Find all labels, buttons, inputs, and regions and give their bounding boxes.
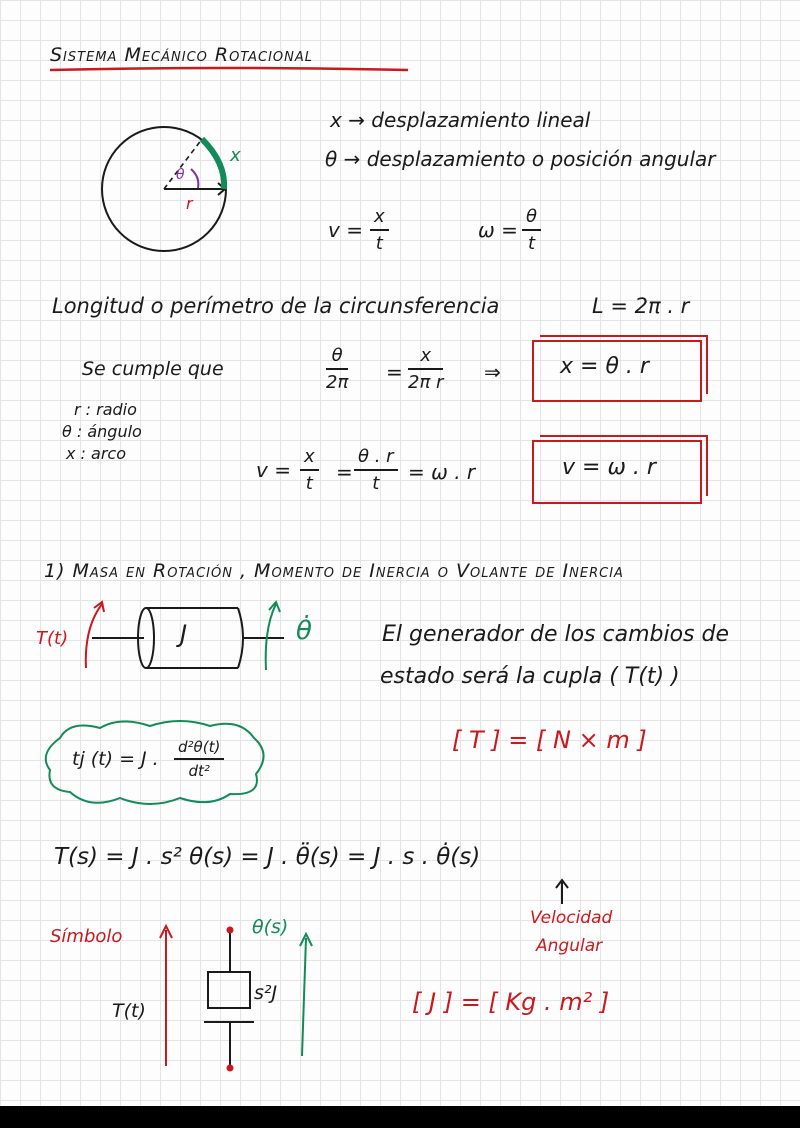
omega-label: θ̇	[296, 616, 312, 646]
cloud-fraction: $\frac{\text{d²θ(t)}}{\text{dt²}}$	[174, 738, 224, 780]
symbol-torque-label: T(t)	[112, 1000, 146, 1022]
w-fraction: $\frac{\theta}{t}$	[522, 206, 541, 254]
w-lhs: ω =	[478, 218, 518, 242]
inertia-label: J	[180, 620, 188, 648]
transfer-equation: T(s) = J . s² θ(s) = J . θ̈(s) = J . s . θ̇(s)	[54, 844, 481, 870]
angle-label: θ	[176, 167, 185, 183]
generator-line-2: estado será la cupla ( T(t) )	[380, 664, 680, 689]
symbol-title: Símbolo	[50, 926, 123, 947]
section-1-heading: 1) Masa en Rotación , Momento de Inercia o Volante de Inercia	[44, 560, 624, 582]
cumple-fraction-1: $\frac{\theta}{2\pi}$	[326, 345, 349, 393]
symbol-diagram	[150, 922, 320, 1074]
legend-arco: x : arco	[66, 444, 126, 463]
velocidad-label: Velocidad	[530, 908, 613, 928]
cumple-fraction-2: $\frac{x}{\text{2π r}}$	[408, 345, 444, 393]
vel-rhs: = ω . r	[408, 460, 476, 484]
symbol-theta-label: θ(s)	[252, 916, 289, 938]
generator-line-1: El generador de los cambios de	[382, 622, 729, 647]
torque-units: [ T ] = [ N × m ]	[452, 726, 647, 754]
torque-label: T(t)	[36, 628, 69, 649]
legend-radio: r : radio	[74, 400, 137, 419]
perimeter-formula: L = 2π . r	[592, 294, 690, 318]
vel-lhs: v =	[256, 458, 291, 482]
v-lhs: v =	[328, 218, 363, 242]
x-definition: x → desplazamiento lineal	[330, 108, 591, 132]
radius-label: r	[186, 194, 193, 213]
implies-arrow: ⇒	[484, 360, 501, 384]
cumple-text: Se cumple que	[82, 358, 224, 380]
velocity-arrow	[552, 878, 572, 908]
angular-label: Angular	[536, 936, 603, 956]
bottom-bar	[0, 1106, 800, 1128]
vel-fraction-2: $\frac{\theta . r}{t}$	[354, 446, 398, 494]
cumple-equals: =	[386, 360, 403, 384]
title-underline	[0, 0, 800, 80]
cloud-lhs: tj (t) = J .	[72, 748, 159, 770]
page-title: Sistema Mecánico Rotacional	[50, 44, 314, 66]
result-box-1-text: x = θ . r	[560, 354, 649, 379]
legend-angulo: θ : ángulo	[62, 422, 142, 441]
symbol-element-label: s²J	[254, 982, 278, 1004]
result-box-2-text: v = ω . r	[562, 455, 656, 480]
perimeter-text: Longitud o perímetro de la circunsferencia	[52, 294, 500, 318]
inertia-units: [ J ] = [ Kg . m² ]	[412, 988, 610, 1016]
theta-definition: θ → desplazamiento o posición angular	[325, 147, 716, 171]
vel-equals: =	[336, 460, 353, 484]
arc-label: x	[230, 145, 241, 166]
v-fraction: $\frac{x}{t}$	[370, 206, 389, 254]
vel-fraction-1: $\frac{x}{t}$	[300, 446, 319, 494]
